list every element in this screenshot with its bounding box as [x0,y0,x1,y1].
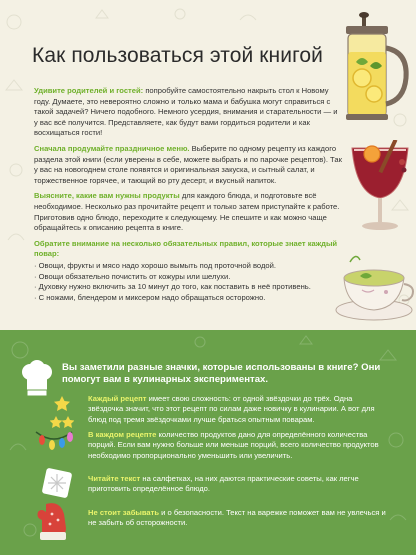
list-item: · С ножами, блендером и миксером надо обращаться осторожно. [34,292,266,302]
legend-item-portions [88,430,388,461]
list-item: · Овощи, фрукты и мясо надо хорошо вымыть под проточной водой. [34,260,276,270]
legend-lead: Каждый рецепт [88,394,147,403]
paragraph-lead: Сначала продумайте праздничное меню. [34,143,190,153]
paragraph-lead: Удивите родителей и гостей: [34,86,144,95]
page-title: Как пользоваться этой книгой [32,44,323,67]
napkin-icon [40,466,74,500]
paragraph-guests [34,86,342,139]
garland-lights-icon [34,428,74,456]
paragraph-menu [34,144,342,186]
intro-section [34,86,342,303]
legend-text: имеет свою сложность: от одной звёздочки до трёх. Одна звёздочка значит, что этот рецепт по силам даже новичку в кулинарии. А вот для блюд под тремя звёздочками лучше браться опытным поварам. [88,394,375,424]
legend-text: и о безопасности. Текст на варежке поможет вам не увлечься и не забыть об осторожности. [88,508,386,528]
paragraph-rules [34,239,342,260]
legend-item-safety [88,508,388,529]
tea-press-illustration [340,12,416,124]
chef-hat-icon [20,360,54,400]
list-item: · Овощи обязательно почистить от кожуры или шелухи. [34,271,231,281]
tea-cup-illustration [334,252,416,328]
paragraph-text: попробуйте самостоятельно накрыть стол к Новому году. Думаете, это невероятно сложно и только мама и бабушка могут справиться с такой задачей? Ничего подобного. Немного усердия, внимания и старательности — и у вас всё получится. Представляете, как будут вами гордиться родители и как восхищаться гости! [34,86,338,138]
paragraph-text: для каждого блюда, и подготовьте всё необходимое. Несколько раз прочитайте рецепт и только затем приступайте к работе. Приготовив одно блюдо, переходите к следующему. Не спешите и как можно чаще обращайтесь к описанию рецепта в книге. [34,191,340,233]
mulled-wine-illustration [346,140,416,240]
legend-lead: В каждом рецепте [88,430,157,439]
paragraph-text: Выберите по одному рецепту из каждого раздела этой книги (если уверены в себе, можете выбрать и по парочке рецептов). Так у вас на новогоднем столе появятся и оригинальная закуска, и сытный салат, и торжественное горячее, и тающий во рту десерт, и вкусный напиток. [34,143,342,185]
legend-text: количество продуктов дано для определённого количества порций. Если вам нужно больше или меньше порций, всего количество продуктов необходимо пропорционально уменьшить или увеличить. [88,430,379,460]
legend-item-difficulty [88,394,388,425]
paragraph-lead: Обратите внимание на несколько обязательных правил, которые знает каждый повар: [34,238,338,259]
legend-text: на салфетках, на них даются практические советы, как легче приготовить определённое блюдо. [88,474,359,494]
rules-list [34,261,342,303]
legend-heading: Вы заметили разные значки, которые использованы в книге? Они помогут вам в кулинарных экспериментах. [62,362,381,385]
legend-lead: Не стоит забывать [88,508,160,517]
list-item: · Духовку нужно включить за 10 минут до того, как поставить в неё противень. [34,282,311,292]
paragraph-products [34,191,342,233]
oven-mitten-icon [36,500,72,542]
legend-item-napkins [88,474,388,495]
legend-lead: Читайте текст [88,474,141,483]
paragraph-lead: Выясните, какие вам нужны продукты [34,191,180,201]
